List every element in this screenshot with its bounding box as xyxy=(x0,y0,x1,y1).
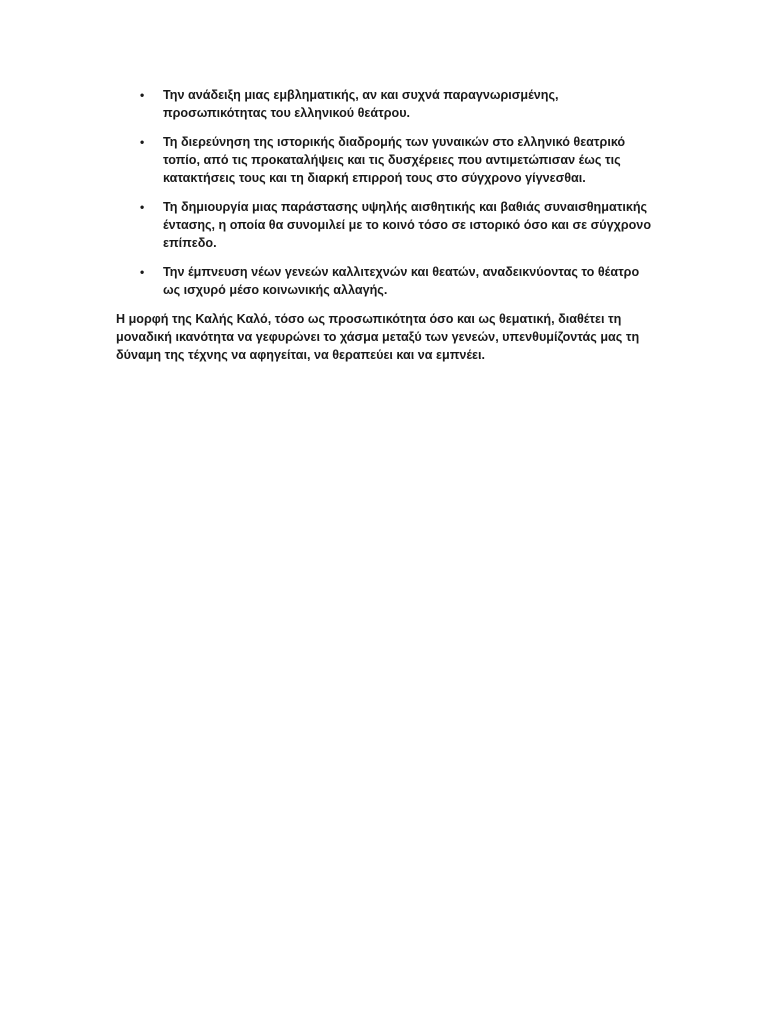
list-item xyxy=(116,86,652,122)
bullet-icon: • xyxy=(140,265,145,279)
list-item xyxy=(116,198,652,252)
bullet-text: Την ανάδειξη μιας εμβληματικής, αν και συχνά παραγνωρισμένης, προσωπικότητας του ελληνικού θεάτρου. xyxy=(163,88,559,120)
bullet-icon: • xyxy=(140,200,145,214)
closing-paragraph: Η μορφή της Καλής Καλό, τόσο ως προσωπικότητα όσο και ως θεματική, διαθέτει τη μοναδική ικανότητα να γεφυρώνει το χάσμα μεταξύ των γενεών, υπενθυμίζοντάς μας τη δύναμη της τέχνης να αφηγείται, να θεραπεύει και να εμπνέει. xyxy=(116,312,640,362)
bullet-icon: • xyxy=(140,135,145,149)
document-body xyxy=(116,86,652,364)
bullet-text: Τη δημιουργία μιας παράστασης υψηλής αισθητικής και βαθιάς συναισθηματικής έντασης, η οποία θα συνομιλεί με το κοινό τόσο σε ιστορικό όσο και σε σύγχρονο επίπεδο. xyxy=(163,200,652,250)
bullet-text: Την έμπνευση νέων γενεών καλλιτεχνών και θεατών, αναδεικνύοντας το θέατρο ως ισχυρό μέσο κοινωνικής αλλαγής. xyxy=(163,265,640,297)
bullet-icon: • xyxy=(140,88,145,102)
bullet-text: Τη διερεύνηση της ιστορικής διαδρομής των γυναικών στο ελληνικό θεατρικό τοπίο, από τις προκαταλήψεις και τις δυσχέρειες που αντιμετώπισαν έως τις κατακτήσεις τους και τη διαρκή επιρροή τους στο σύγχρονο γίγνεσθαι. xyxy=(163,135,626,185)
list-item xyxy=(116,133,652,187)
bullet-list xyxy=(116,86,652,299)
list-item xyxy=(116,263,652,299)
